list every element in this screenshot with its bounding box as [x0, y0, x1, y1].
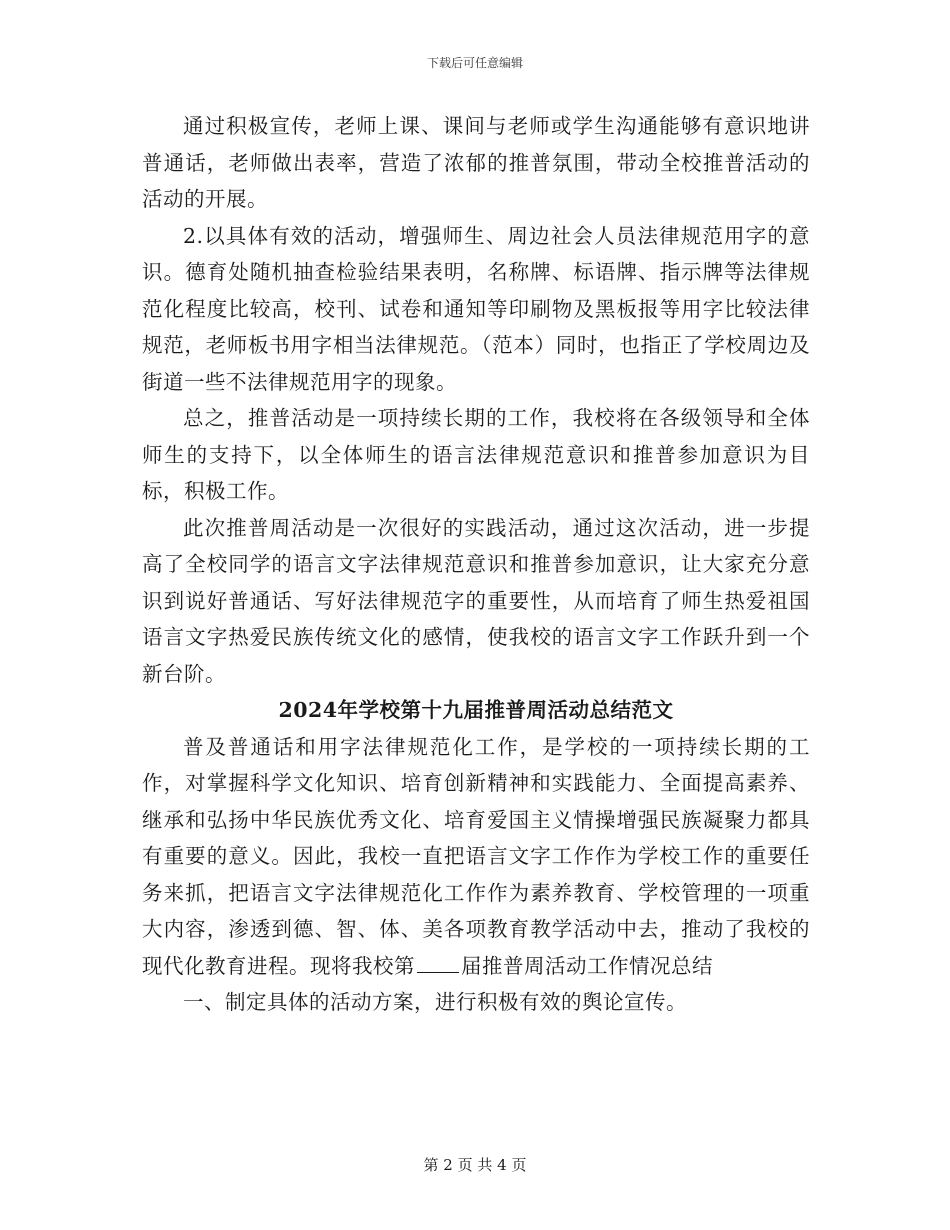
page-number: 第 2 页 共 4 页 — [423, 1156, 527, 1174]
paragraph-2: 2.以具体有效的活动，增强师生、周边社会人员法律规范用字的意识。德育处随机抽查检验结果表明，名称牌、标语牌、指示牌等法律规范化程度比较高，校刊、试卷和通知等印刷物及黑板报等用字比较法律规范，老师板书用字相当法律规范。（范本）同时，也指正了学校周边及街道一些不法律规范用字的现象。 — [142, 223, 810, 394]
paragraph-5-part-2: 届推普周活动工作情况总结 — [461, 953, 713, 978]
header-note: 下载后可任意编辑 — [426, 56, 523, 70]
section-title: 2024年学校第十九届推普周活动总结范文 — [278, 698, 674, 722]
document-body — [142, 108, 810, 1021]
paragraph-4: 此次推普周活动是一次很好的实践活动，通过这次活动，进一步提高了全校同学的语言文字法律规范意识和推普参加意识，让大家充分意识到说好普通话、写好法律规范字的重要性，从而培育了师生热爱祖国语言文字热爱民族传统文化的感情，使我校的语言文字工作跃升到一个新台阶。 — [142, 515, 810, 686]
paragraph-5 — [142, 729, 810, 985]
paragraph-6: 一、制定具体的活动方案，进行积极有效的舆论宣传。 — [183, 990, 687, 1014]
paragraph-1: 通过积极宣传，老师上课、课间与老师或学生沟通能够有意识地讲普通话，老师做出表率，营造了浓郁的推普氛围，带动全校推普活动的活动的开展。 — [142, 114, 810, 211]
paragraph-5-part-1: 普及普通话和用字法律规范化工作，是学校的一项持续长期的工作，对掌握科学文化知识、培育创新精神和实践能力、全面提高素养、继承和弘扬中华民族优秀文化、培育爱国主义情操增强民族凝聚力都具有重要的意义。因此，我校一直把语言文字工作作为学校工作的重要任务来抓，把语言文字法律规范化工作作为素养教育、学校管理的一项重大内容，渗透到德、智、体、美各项教育教学活动中去，推动了我校的现代化教育进程。现将我校第 — [142, 734, 810, 978]
fill-in-blank — [417, 954, 459, 973]
paragraph-3: 总之，推普活动是一项持续长期的工作，我校将在各级领导和全体师生的支持下，以全体师生的语言法律规范意识和推普参加意识为目标，积极工作。 — [142, 406, 810, 503]
